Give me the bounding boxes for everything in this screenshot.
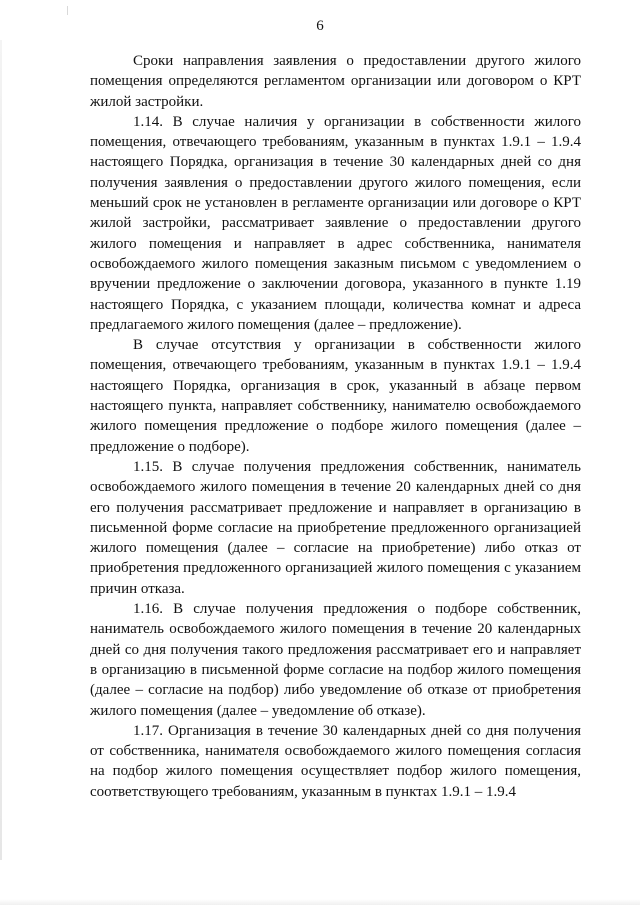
paragraph-no-premises-case: В случае отсутствия у организации в собственности жилого помещения, отвечающего требованиям, указанным в пунктах 1.9.1 – 1.9.4 настоящего Порядка, организация в срок, указанный в абзаце первом настоящего пункта, направляет собственнику, нанимателю освобождаемого жилого помещения предложение о подборе жилого помещения (далее – предложение о подборе). <box>90 337 581 455</box>
paragraph-application-deadlines: Сроки направления заявления о предоставлении другого жилого помещения определяются регламентом организации или договором о КРТ жилой застройки. <box>90 53 581 110</box>
scan-edge-shadow <box>0 40 2 860</box>
paragraph-item-1-17: 1.17. Организация в течение 30 календарных дней со дня получения от собственника, нанимателя освобождаемого жилого помещения согласия на подбор жилого помещения осуществляет подбор жилого помещения, соответствующего требованиям, указанным в пунктах 1.9.1 – 1.9.4 <box>90 722 581 800</box>
paragraph-item-1-15: 1.15. В случае получения предложения собственник, наниматель освобождаемого жилого помещения в течение 20 календарных дней со дня его получения рассматривает предложение и направляет в организацию в письменной форме согласие на приобретение предложенного организацией жилого помещения (далее – согласие на приобретение) либо отказ от приобретения предложенного организацией жилого помещения с указанием причин отказа. <box>90 458 581 597</box>
scan-bottom-edge <box>0 899 640 905</box>
document-body <box>90 51 581 802</box>
paragraph-item-1-14: 1.14. В случае наличия у организации в собственности жилого помещения, отвечающего требованиям, указанным в пунктах 1.9.1 – 1.9.4 настоящего Порядка, организация в течение 30 календарных дней со дня получения заявления о предоставлении другого жилого помещения, если меньший срок не установлен в регламенте организации или договоре о КРТ жилой застройки, рассматривает заявление о предоставлении другого жилого помещения и направляет в адрес собственника, нанимателя освобождаемого жилого помещения заказным письмом с уведомлением о вручении предложение о заключении договора, указанного в пункте 1.19 настоящего Порядка, с указанием площади, количества комнат и адреса предлагаемого жилого помещения (далее – предложение). <box>90 113 581 333</box>
paragraph-item-1-16: 1.16. В случае получения предложения о подборе собственник, наниматель освобождаемого жилого помещения в течение 20 календарных дней со дня получения такого предложения рассматривает его и направляет в организацию в письменной форме согласие на подбор жилого помещения (далее – согласие на подбор) либо уведомление об отказе от приобретения жилого помещения (далее – уведомление об отказе). <box>90 601 581 719</box>
scan-artifact-mark <box>67 6 68 15</box>
page-number: 6 <box>316 18 324 34</box>
